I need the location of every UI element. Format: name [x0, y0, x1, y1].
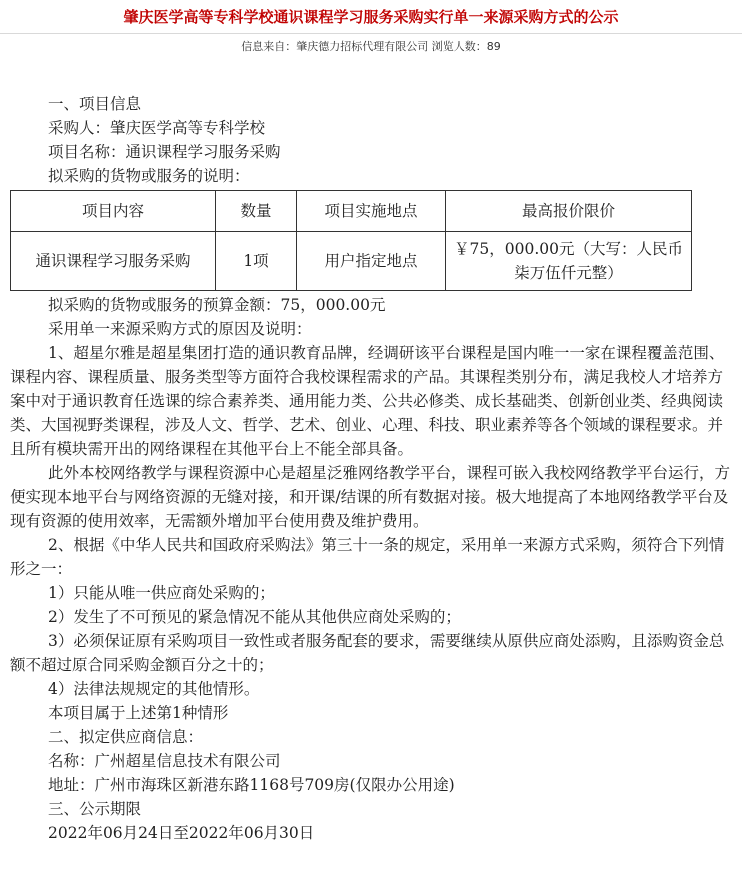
case-item-3: 3）必须保证原有采购项目一致性或者服务配套的要求，需要继续从原供应商处添购，且添购资金总额不超过原合同采购金额百分之十的；: [10, 632, 725, 674]
case-item-4: 4）法律法规规定的其他情形。: [48, 680, 260, 698]
table-header: 项目实施地点: [297, 191, 446, 232]
project-name-line: 项目名称：通识课程学习服务采购: [48, 143, 281, 161]
table-header: 最高报价限价: [446, 191, 692, 232]
article-body: [10, 92, 730, 845]
reason-paragraph-1: 1、超星尔雅是超星集团打造的通识教育品牌，经调研该平台课程是国内唯一一家在课程覆盖范围、课程内容、课程质量、服务类型等方面符合我校课程需求的产品。其课程类别分布，满足我校人才培养方案中对于通识教育任选课的综合素养类、通用能力类、公共必修类、成长基础类、创新创业类、经典阅读类、大国视野类课程，涉及人文、哲学、艺术、创业、心理、科技、职业素养等各个领域的课程要求。并且所有模块需开出的网络课程在其他平台上不能全部具备。: [10, 344, 725, 458]
case-item-1: 1）只能从唯一供应商处采购的；: [48, 584, 275, 602]
page-title: 肇庆医学高等专科学校通识课程学习服务采购实行单一来源采购方式的公示: [123, 8, 619, 26]
table-header: 项目内容: [11, 191, 216, 232]
table-cell: ￥75，000.00元（大写：人民币柒万伍仟元整）: [446, 232, 692, 291]
table-header-row: [11, 191, 692, 232]
table-cell: 1项: [216, 232, 297, 291]
section-2-heading: 二、拟定供应商信息：: [48, 728, 204, 746]
procurement-table: [10, 190, 692, 291]
case-note: 本项目属于上述第1种情形: [48, 704, 229, 722]
section-1-heading: 一、项目信息: [48, 95, 142, 113]
budget-line: 拟采购的货物或服务的预算金额：75，000.00元: [48, 296, 386, 314]
section-3-heading: 三、公示期限: [48, 800, 142, 818]
description-label: 拟采购的货物或服务的说明：: [48, 167, 250, 185]
buyer-line: 采购人：肇庆医学高等专科学校: [48, 119, 266, 137]
table-cell: 通识课程学习服务采购: [11, 232, 216, 291]
reason-label: 采用单一来源采购方式的原因及说明：: [48, 320, 312, 338]
case-item-2: 2）发生了不可预见的紧急情况不能从其他供应商处采购的；: [48, 608, 461, 626]
article-meta: 信息来自：肇庆德力招标代理有限公司 浏览人数：89: [241, 40, 501, 53]
table-cell: 用户指定地点: [297, 232, 446, 291]
supplier-name: 名称：广州超星信息技术有限公司: [48, 752, 281, 770]
supplier-address: 地址：广州市海珠区新港东路1168号709房(仅限办公用途): [48, 776, 455, 794]
table-header: 数量: [216, 191, 297, 232]
table-row: [11, 232, 692, 291]
reason-paragraph-3: 2、根据《中华人民共和国政府采购法》第三十一条的规定，采用单一来源方式采购，须符合下列情形之一：: [10, 536, 725, 578]
title-divider: [0, 33, 742, 34]
announcement-period: 2022年06月24日至2022年06月30日: [48, 824, 315, 842]
reason-paragraph-2: 此外本校网络教学与课程资源中心是超星泛雅网络教学平台，课程可嵌入我校网络教学平台运行，方便实现本地平台与网络资源的无缝对接，和开课/结课的所有数据对接。极大地提高了本地网络教学平台及现有资源的使用效率，无需额外增加平台使用费及维护费用。: [10, 464, 731, 530]
